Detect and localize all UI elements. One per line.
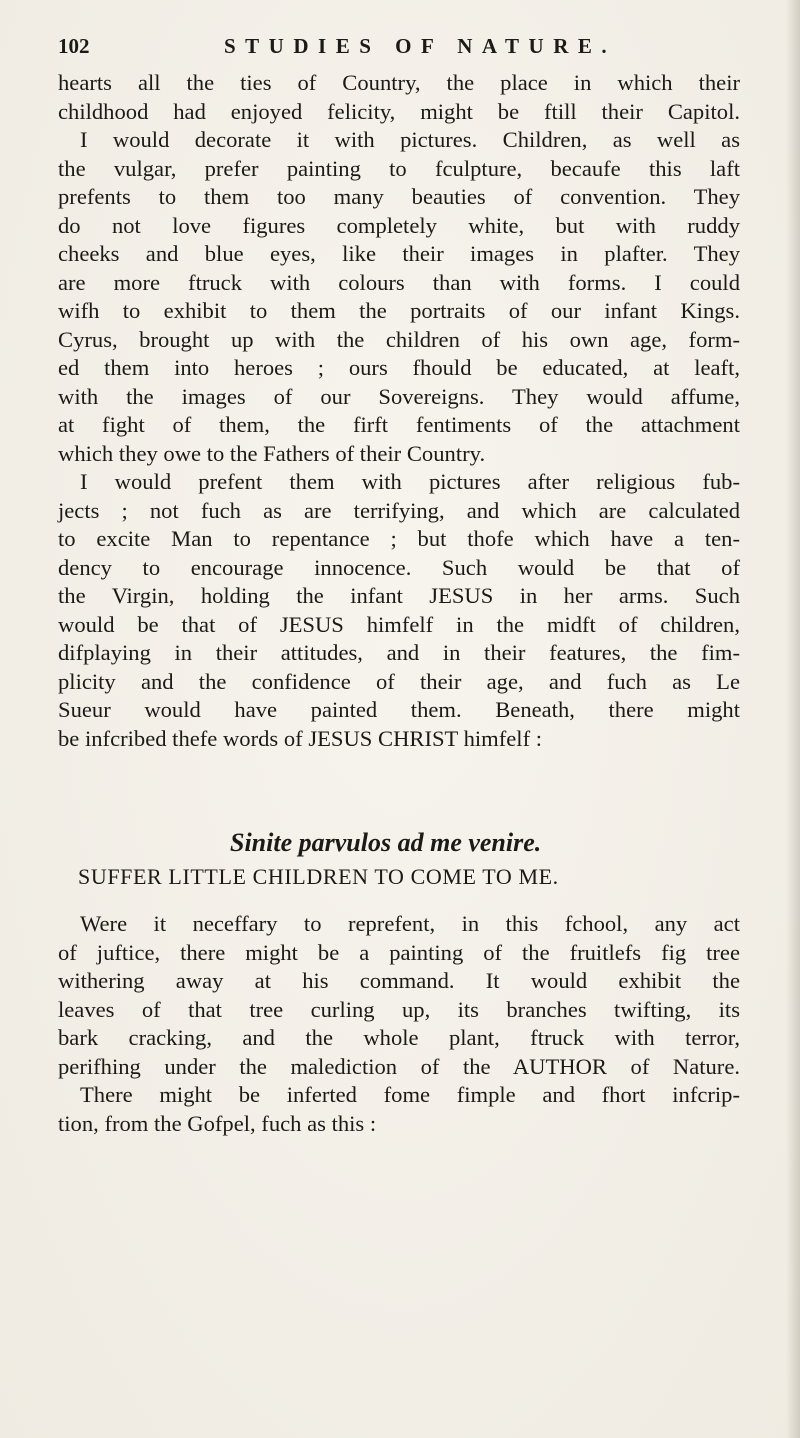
text-line: There might be inferted fome fimple and fhort infcrip- — [80, 1082, 740, 1107]
text-line: withering away at his command. It would exhibit the — [58, 968, 740, 993]
text-line: dency to encourage innocence. Such would be that of — [58, 554, 740, 580]
text-line: which they owe to the Fathers of their Country. — [58, 440, 486, 466]
text-line: at fight of them, the firft fentiments of the attachment — [58, 412, 740, 437]
latin-quote: Sinite parvulos ad me venire. — [230, 828, 542, 857]
text-line: ed them into heroes ; ours fhould be educated, at leaft, — [58, 355, 740, 380]
text-line: do not love figures completely white, but with ruddy — [58, 212, 740, 238]
text-line: the Virgin, holding the infant JESUS in her arms. Such — [58, 583, 740, 608]
text-line: wifh to exhibit to them the portraits of our infant Kings. — [58, 298, 740, 323]
text-line: jects ; not fuch as are terrifying, and which are calculated — [58, 497, 740, 523]
text-line: with the images of our Sovereigns. They would affume, — [58, 383, 740, 409]
text-line: would be that of JESUS himfelf in the midft of children, — [58, 611, 740, 637]
text-line: I would decorate it with pictures. Children, as well as — [80, 127, 740, 152]
quote-translation: SUFFER LITTLE CHILDREN TO COME TO ME. — [78, 864, 559, 889]
text-line: Cyrus, brought up with the children of his own age, form- — [58, 326, 740, 352]
text-line: the vulgar, prefer painting to fculpture, becaufe this laft — [58, 155, 740, 181]
text-line: Were it neceffary to reprefent, in this fchool, any act — [80, 911, 740, 936]
paragraph-1 — [58, 69, 740, 753]
text-line: tion, from the Gofpel, fuch as this : — [58, 1110, 377, 1136]
text-line: plicity and the confidence of their age, and fuch as Le — [58, 668, 740, 694]
text-line: cheeks and blue eyes, like their images in plafter. They — [58, 241, 740, 266]
paragraph-2 — [58, 910, 740, 1138]
text-line: I would prefent them with pictures after religious fub- — [80, 469, 740, 494]
text-line: hearts all the ties of Country, the place in which their — [58, 70, 740, 95]
text-line: Sueur would have painted them. Beneath, there might — [58, 697, 740, 722]
text-line: perifhing under the malediction of the AUTHOR of Nature. — [58, 1053, 740, 1079]
text-line: be infcribed thefe words of JESUS CHRIST himfelf : — [58, 725, 543, 751]
text-line: to excite Man to repentance ; but thofe which have a ten- — [58, 526, 740, 551]
page-header — [58, 34, 738, 68]
text-line: leaves of that tree curling up, its branches twifting, its — [58, 996, 740, 1022]
text-line: bark cracking, and the whole plant, ftruck with terror, — [58, 1025, 740, 1050]
text-line: are more ftruck with colours than with forms. I could — [58, 269, 740, 295]
text-line: difplaying in their attitudes, and in their features, the fim- — [58, 640, 740, 665]
text-line: of juftice, there might be a painting of the fruitlefs fig tree — [58, 939, 740, 965]
text-line: prefents to them too many beauties of convention. They — [58, 184, 740, 209]
page-edge-shadow — [786, 0, 800, 1438]
running-head: STUDIES OF NATURE. — [224, 34, 617, 58]
text-line: childhood had enjoyed felicity, might be ftill their Capitol. — [58, 98, 740, 124]
page-number: 102 — [58, 34, 90, 58]
